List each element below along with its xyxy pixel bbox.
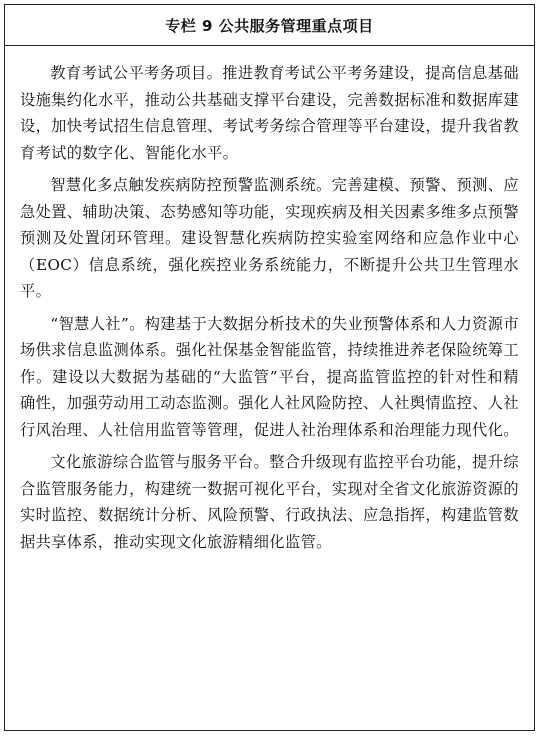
paragraph-culture-tourism: 文化旅游综合监管与服务平台。整合升级现有监控平台功能，提升综合监管服务能力，构建统一数据可视化平台，实现对全省文化旅游资源的实时监控、数据统计分析、风险预警、行政执法、应急指挥，构建监管数据共享体系，推动实现文化旅游精细化监管。 [20, 453, 519, 551]
paragraph-education-exam: 教育考试公平考务项目。推进教育考试公平考务建设，提高信息基础设施集约化水平，推动公共基础支撑平台建设，完善数据标准和数据库建设，加快考试招生信息管理、考试考务综合管理等平台建设，提升我省教育考试的数字化、智能化水平。 [20, 64, 519, 162]
column-box [4, 4, 535, 731]
paragraph-disease-warning: 智慧化多点触发疾病防控预警监测系统。完善建模、预警、预测、应急处置、辅助决策、态势感知等功能，实现疾病及相关因素多维多点预警预测及处置闭环管理。建设智慧化疾病防控实验室网络和应急作业中心（EOC）信息系统，强化疾控业务系统能力，不断提升公共卫生管理水平。 [20, 176, 519, 300]
paragraph-smart-hrss: “智慧人社”。构建基于大数据分析技术的失业预警体系和人力资源市场供求信息监测体系。强化社保基金智能监管，持续推进养老保险统筹工作。建设以大数据为基础的“大监管”平台，提高监管监控的针对性和精确性，加强劳动用工动态监测。强化人社风险防控、人社舆情监控、人社行风治理、人社信用监管等管理，促进人社治理体系和治理能力现代化。 [20, 314, 519, 439]
box-content [5, 46, 534, 555]
box-title: 专栏 9 公共服务管理重点项目 [5, 5, 534, 46]
